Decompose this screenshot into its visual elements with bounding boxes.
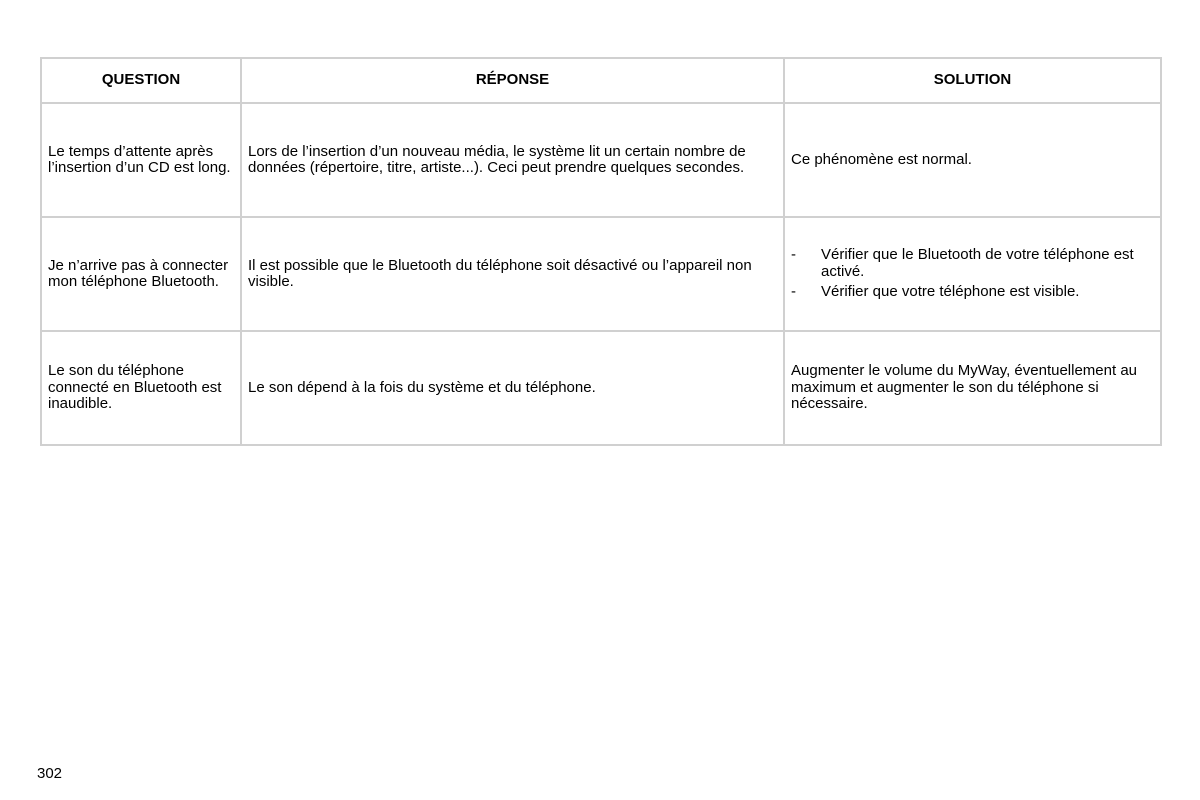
dash-bullet: - bbox=[791, 283, 796, 301]
table-row bbox=[42, 218, 1160, 332]
solution-cell: Ce phénomène est normal. bbox=[785, 104, 1160, 218]
question-cell: Le son du téléphone connecté en Bluetooth est inaudible. bbox=[42, 332, 242, 444]
table-row bbox=[42, 332, 1160, 444]
question-cell: Le temps d’attente après l’insertion d’un CD est long. bbox=[42, 104, 242, 218]
page-number: 302 bbox=[37, 765, 63, 782]
reponse-cell: Lors de l’insertion d’un nouveau média, le système lit un certain nombre de données (répertoire, titre, artiste...). Ceci peut prendre quelques secondes. bbox=[242, 104, 785, 218]
reponse-cell: Il est possible que le Bluetooth du téléphone soit désactivé ou l’appareil non visible. bbox=[242, 218, 785, 332]
dash-bullet: - bbox=[791, 246, 796, 264]
troubleshooting-table bbox=[40, 57, 1162, 446]
header-solution: SOLUTION bbox=[785, 59, 1160, 104]
reponse-cell: Le son dépend à la fois du système et du téléphone. bbox=[242, 332, 785, 444]
question-cell: Je n’arrive pas à connecter mon téléphone Bluetooth. bbox=[42, 218, 242, 332]
table-header-row bbox=[42, 59, 1160, 104]
header-question: QUESTION bbox=[42, 59, 242, 104]
solution-list bbox=[791, 247, 1154, 301]
list-item-text: Vérifier que votre téléphone est visible. bbox=[821, 283, 1080, 301]
list-item bbox=[791, 284, 1154, 301]
list-item-text: Vérifier que le Bluetooth de votre téléphone est activé. bbox=[821, 246, 1134, 280]
header-reponse: RÉPONSE bbox=[242, 59, 785, 104]
list-item bbox=[791, 247, 1154, 280]
solution-cell bbox=[785, 218, 1160, 332]
solution-cell: Augmenter le volume du MyWay, éventuellement au maximum et augmenter le son du téléphone si nécessaire. bbox=[791, 362, 1138, 413]
table-row bbox=[42, 104, 1160, 218]
